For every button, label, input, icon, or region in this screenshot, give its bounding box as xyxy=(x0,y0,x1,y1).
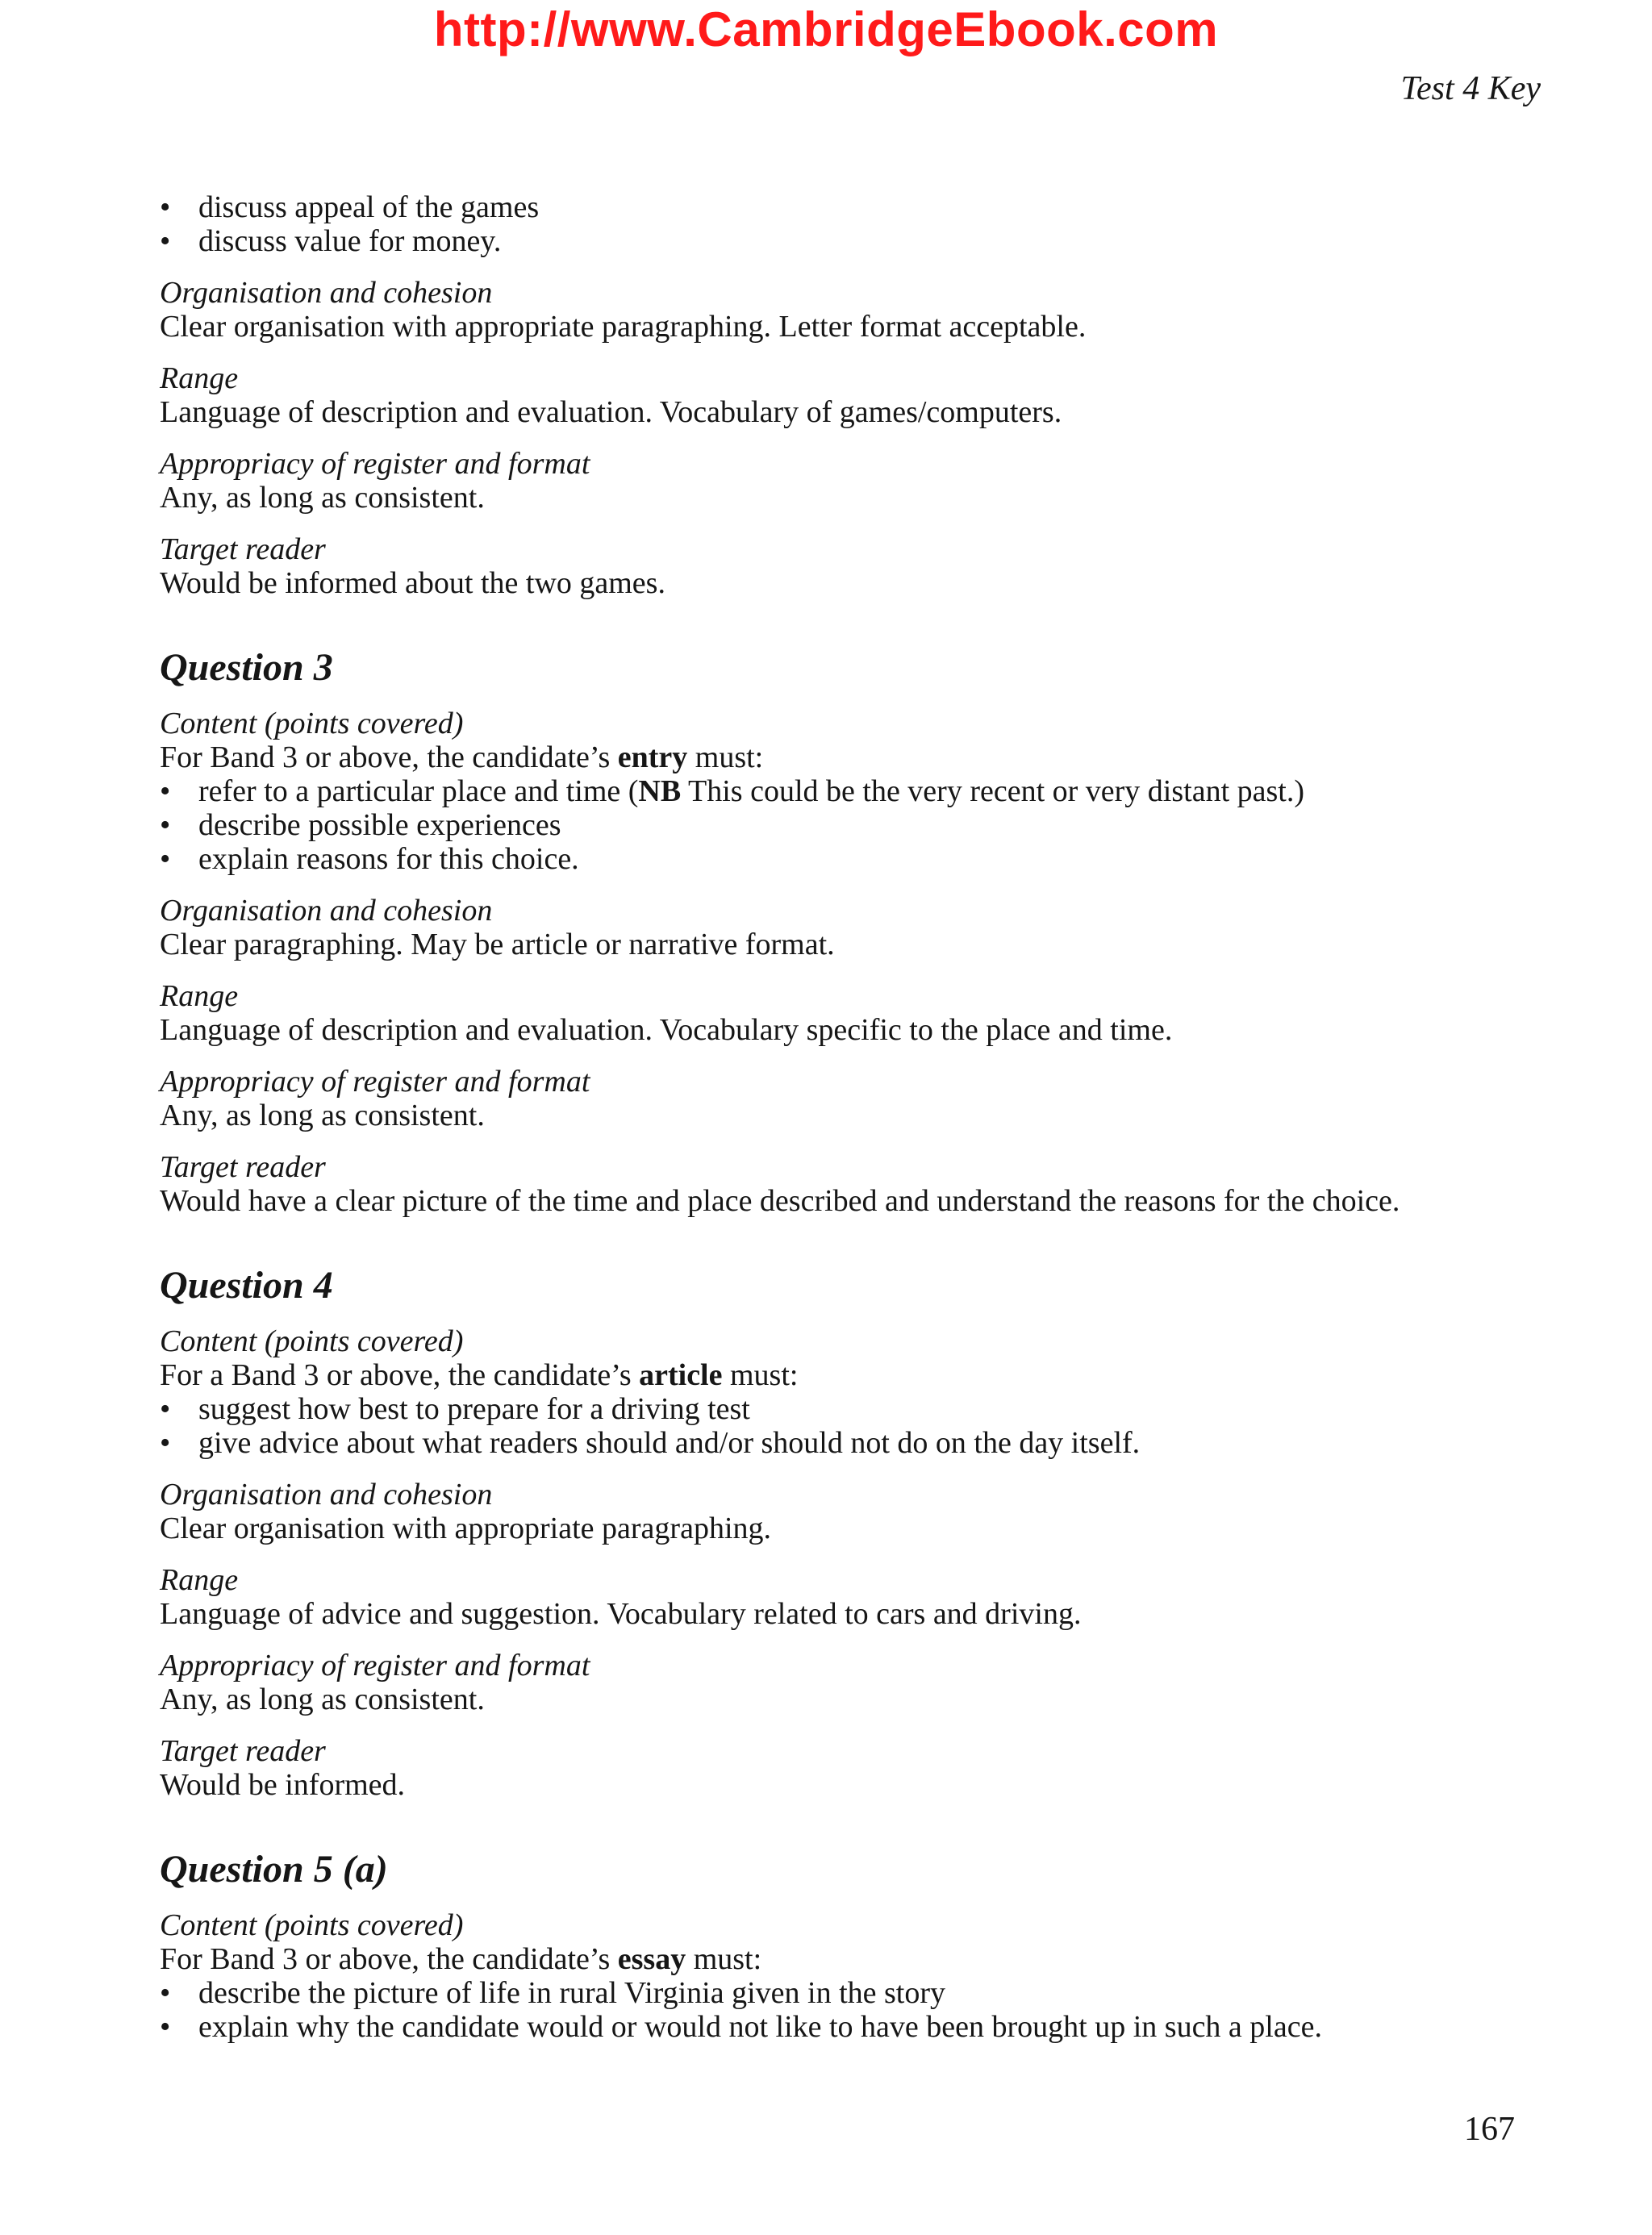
intro-bold: article xyxy=(639,1358,723,1392)
section-text: Any, as long as consistent. xyxy=(160,1683,485,1716)
top-target-section xyxy=(160,532,1531,600)
section-text: Clear organisation with appropriate paragraphing. xyxy=(160,1512,771,1545)
section-label: Target reader xyxy=(160,1734,326,1768)
section-label: Range xyxy=(160,1563,239,1597)
section-label: Appropriacy of register and format xyxy=(160,1649,590,1683)
intro-text: For Band 3 or above, the candidate’s xyxy=(160,1942,618,1976)
section-label: Range xyxy=(160,979,239,1013)
watermark-url[interactable]: http://www.CambridgeEbook.com xyxy=(433,2,1219,56)
section-text: Language of advice and suggestion. Vocabulary related to cars and driving. xyxy=(160,1597,1082,1631)
section-label: Content (points covered) xyxy=(160,1908,464,1942)
q3-range-section xyxy=(160,979,1531,1047)
item-text: refer to a particular place and time ( xyxy=(198,774,639,808)
question-5a-heading: Question 5 (a) xyxy=(160,1848,388,1891)
section-text: Would have a clear picture of the time and place described and understand the reasons for the choice. xyxy=(160,1184,1400,1218)
top-approp-section xyxy=(160,447,1531,515)
question-3-heading: Question 3 xyxy=(160,646,333,689)
section-text: Clear organisation with appropriate paragraphing. Letter format acceptable. xyxy=(160,310,1087,344)
q4-range-section xyxy=(160,1563,1531,1631)
intro-bold: essay xyxy=(617,1942,686,1976)
section-label: Content (points covered) xyxy=(160,1324,464,1358)
intro-text: For a Band 3 or above, the candidate’s xyxy=(160,1358,640,1392)
section-intro xyxy=(160,1358,1531,1392)
item-bold: NB xyxy=(638,774,682,808)
q4-content-section xyxy=(160,1324,1531,1460)
intro-text: must: xyxy=(722,1358,799,1392)
q3-bullet-list xyxy=(160,774,1531,876)
q3-approp-section xyxy=(160,1065,1531,1132)
q4-bullet-list xyxy=(160,1392,1531,1460)
section-label: Target reader xyxy=(160,1150,326,1184)
list-item: • give advice about what readers should and/or should not do on the day itself. xyxy=(160,1426,1531,1460)
intro-text: must: xyxy=(686,1942,762,1976)
list-item: • discuss appeal of the games xyxy=(160,190,1531,224)
list-item: • describe the picture of life in rural Virginia given in the story xyxy=(160,1976,1531,2010)
intro-bold: entry xyxy=(617,740,688,774)
section-intro xyxy=(160,1942,1531,1976)
running-head: Test 4 Key xyxy=(1400,70,1541,107)
q5a-content-section xyxy=(160,1908,1531,2044)
section-intro xyxy=(160,740,1531,774)
section-label: Appropriacy of register and format xyxy=(160,1065,590,1099)
section-label: Organisation and cohesion xyxy=(160,1478,493,1512)
section-text: Language of description and evaluation. Vocabulary of games/computers. xyxy=(160,395,1062,429)
q3-target-section xyxy=(160,1150,1531,1218)
section-label: Range xyxy=(160,361,239,395)
section-label: Appropriacy of register and format xyxy=(160,447,590,481)
list-item: • discuss value for money. xyxy=(160,224,1531,258)
section-label: Organisation and cohesion xyxy=(160,894,493,928)
list-item: • suggest how best to prepare for a driving test xyxy=(160,1392,1531,1426)
question-4-heading: Question 4 xyxy=(160,1264,333,1307)
q4-org-section xyxy=(160,1478,1531,1545)
top-bullet-list xyxy=(160,190,1531,258)
section-text: Would be informed about the two games. xyxy=(160,566,665,600)
list-item: • describe possible experiences xyxy=(160,808,1531,842)
list-item: • explain why the candidate would or would not like to have been brought up in such a place. xyxy=(160,2010,1531,2044)
page-number: 167 xyxy=(1464,2111,1515,2148)
section-label: Organisation and cohesion xyxy=(160,276,493,310)
page-content xyxy=(160,190,1531,2044)
q3-content-section xyxy=(160,707,1531,876)
intro-text: must: xyxy=(687,740,764,774)
q4-target-section xyxy=(160,1734,1531,1802)
section-text: Any, as long as consistent. xyxy=(160,1099,485,1132)
list-item: • explain reasons for this choice. xyxy=(160,842,1531,876)
section-text: Would be informed. xyxy=(160,1768,406,1802)
section-label: Target reader xyxy=(160,532,326,566)
top-range-section xyxy=(160,361,1531,429)
intro-text: For Band 3 or above, the candidate’s xyxy=(160,740,618,774)
q5a-bullet-list xyxy=(160,1976,1531,2044)
q3-org-section xyxy=(160,894,1531,961)
item-text: This could be the very recent or very distant past.) xyxy=(681,774,1305,808)
q4-approp-section xyxy=(160,1649,1531,1716)
list-item xyxy=(160,774,1531,808)
section-text: Language of description and evaluation. Vocabulary specific to the place and time. xyxy=(160,1013,1173,1047)
section-text: Any, as long as consistent. xyxy=(160,481,485,515)
section-label: Content (points covered) xyxy=(160,707,464,740)
section-text: Clear paragraphing. May be article or narrative format. xyxy=(160,928,835,961)
top-org-section xyxy=(160,276,1531,344)
